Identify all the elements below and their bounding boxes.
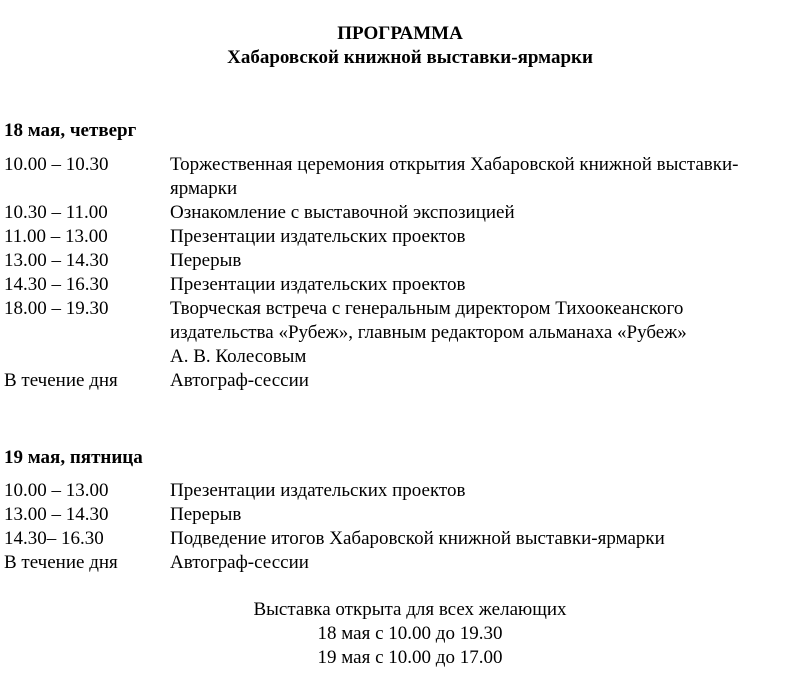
schedule-row xyxy=(4,273,800,297)
schedule-event: Презентации издательских проектов xyxy=(170,274,466,295)
schedule-time: 10.30 – 11.00 xyxy=(4,202,108,223)
document-title: ПРОГРАММА xyxy=(337,23,463,44)
exhibition-hours xyxy=(0,598,800,670)
schedule-row xyxy=(4,551,800,575)
schedule-time: 14.30 – 16.30 xyxy=(4,274,109,295)
schedule-row xyxy=(4,297,800,369)
schedule-time: В течение дня xyxy=(4,370,118,391)
schedule-event: Перерыв xyxy=(170,250,242,271)
schedule-time: 10.00 – 13.00 xyxy=(4,480,109,501)
schedule-time: 13.00 – 14.30 xyxy=(4,504,109,525)
schedule-event: Творческая встреча с генеральным директором Тихоокеанского издательства «Рубеж», главным редактором альманаха «Рубеж» А. В. Колесовым xyxy=(170,298,687,367)
schedule-event: Презентации издательских проектов xyxy=(170,480,466,501)
exhibition-open-note: Выставка открыта для всех желающих xyxy=(253,599,567,620)
schedule-time: В течение дня xyxy=(4,552,118,573)
schedule-time: 11.00 – 13.00 xyxy=(4,226,108,247)
schedule-row xyxy=(4,153,800,201)
schedule-row xyxy=(4,369,800,393)
schedule-event: Подведение итогов Хабаровской книжной выставки-ярмарки xyxy=(170,528,665,549)
schedule-row xyxy=(4,201,800,225)
day-heading-may-19: 19 мая, пятница xyxy=(4,447,143,468)
schedule-time: 18.00 – 19.30 xyxy=(4,298,109,319)
hours-may-19: 19 мая с 10.00 до 17.00 xyxy=(317,647,503,668)
schedule-row xyxy=(4,225,800,249)
hours-may-18: 18 мая с 10.00 до 19.30 xyxy=(317,623,503,644)
document-subtitle: Хабаровской книжной выставки-ярмарки xyxy=(227,47,593,68)
schedule-event: Автограф-сессии xyxy=(170,370,309,391)
schedule-event: Перерыв xyxy=(170,504,242,525)
day-heading-may-18: 18 мая, четверг xyxy=(4,120,137,141)
schedule-event: Торжественная церемония открытия Хабаровской книжной выставки- ярмарки xyxy=(170,154,739,199)
schedule-event: Презентации издательских проектов xyxy=(170,226,466,247)
schedule-may-19 xyxy=(4,479,800,575)
schedule-event: Автограф-сессии xyxy=(170,552,309,573)
schedule-row xyxy=(4,479,800,503)
schedule-event: Ознакомление с выставочной экспозицией xyxy=(170,202,515,223)
schedule-may-18 xyxy=(4,153,800,393)
schedule-time: 14.30– 16.30 xyxy=(4,528,104,549)
schedule-row xyxy=(4,249,800,273)
schedule-time: 10.00 – 10.30 xyxy=(4,154,109,175)
schedule-time: 13.00 – 14.30 xyxy=(4,250,109,271)
schedule-row xyxy=(4,503,800,527)
schedule-row xyxy=(4,527,800,551)
